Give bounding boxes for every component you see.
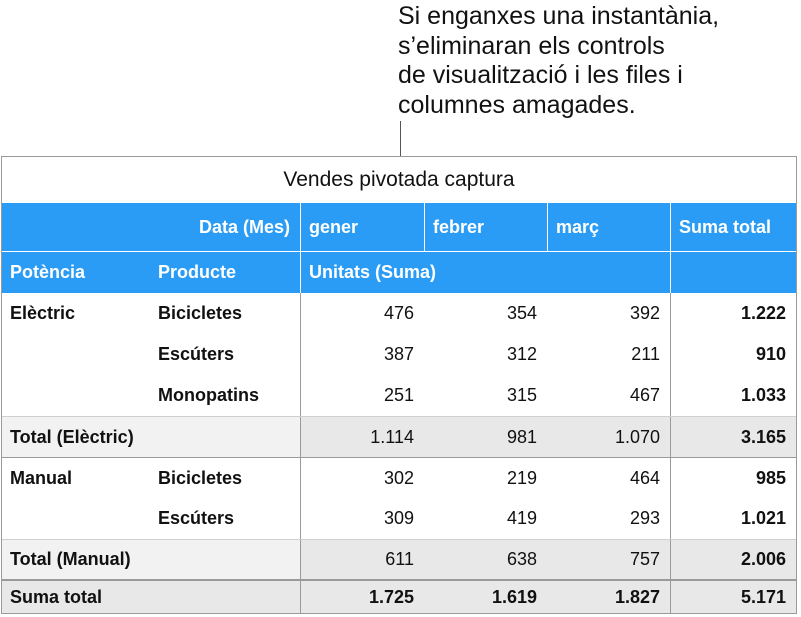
- callout-line-1: Si enganxes una instantània,: [398, 2, 720, 30]
- row-group-label[interactable]: [2, 498, 150, 539]
- grand-total-label[interactable]: Suma total: [2, 581, 300, 613]
- table-title: Vendes pivotada captura: [2, 157, 796, 204]
- value-cell[interactable]: 354: [506, 303, 537, 323]
- value-cell[interactable]: 315: [506, 385, 537, 405]
- row-product-label[interactable]: Monopatins: [158, 385, 259, 405]
- value-cell[interactable]: 251: [300, 375, 424, 416]
- value-cell[interactable]: 211: [631, 344, 660, 364]
- subtotal-row: [2, 416, 796, 457]
- row-total-cell[interactable]: 1.033: [670, 375, 796, 416]
- values-header-unitats[interactable]: Unitats (Suma): [300, 252, 670, 293]
- table-row: [2, 498, 796, 539]
- subtotal-value-cell[interactable]: 981: [424, 417, 547, 457]
- row-group-label[interactable]: [2, 375, 150, 416]
- table-row: [2, 293, 796, 334]
- row-total-cell[interactable]: 985: [670, 458, 796, 498]
- header-row-fields: [2, 251, 796, 293]
- row-group-label[interactable]: [2, 334, 150, 375]
- subtotal-value-cell[interactable]: 1.114: [300, 417, 424, 457]
- subtotal-label[interactable]: Total (Elèctric): [2, 417, 300, 457]
- row-product-label[interactable]: Escúters: [158, 508, 235, 528]
- subtotal-value-cell[interactable]: 757: [547, 540, 670, 579]
- table-row: [2, 375, 796, 416]
- callout-line-4: columnes amagades.: [398, 90, 636, 119]
- subtotal-label[interactable]: Total (Manual): [2, 540, 300, 579]
- grand-total-value-cell[interactable]: 1.619: [424, 581, 547, 613]
- row-product-label[interactable]: Escúters: [158, 344, 235, 364]
- pivot-table[interactable]: [1, 156, 797, 614]
- row-product-label[interactable]: Bicicletes: [158, 303, 243, 323]
- grand-total-value-cell[interactable]: 1.725: [300, 581, 424, 613]
- value-cell[interactable]: 293: [629, 508, 660, 528]
- value-cell[interactable]: 392: [629, 303, 660, 323]
- callout-line-3: de visualització i les files i: [398, 61, 683, 89]
- subtotal-total-cell[interactable]: 3.165: [670, 417, 796, 457]
- row-total-cell[interactable]: 910: [670, 334, 796, 375]
- value-cell[interactable]: 419: [506, 508, 537, 528]
- row-total-cell[interactable]: 1.222: [670, 293, 796, 334]
- grand-total-header[interactable]: Suma total: [670, 203, 796, 251]
- value-cell[interactable]: 467: [629, 385, 660, 405]
- subtotal-value-cell[interactable]: 611: [300, 540, 424, 579]
- callout-text: [398, 2, 798, 120]
- subtotal-row: [2, 539, 796, 579]
- month-header-gener[interactable]: gener: [300, 203, 424, 251]
- field-header-potencia[interactable]: Potència: [10, 262, 86, 282]
- grand-total-total-cell[interactable]: 5.171: [670, 581, 796, 613]
- callout-line-2: s’eliminaran els controls: [398, 31, 665, 60]
- row-group-label[interactable]: Elèctric: [10, 303, 76, 323]
- row-total-cell[interactable]: 1.021: [670, 498, 796, 539]
- grand-total-row: [2, 579, 796, 613]
- value-cell[interactable]: 302: [300, 458, 424, 498]
- table-row: [2, 457, 796, 498]
- callout-leader-line: [400, 121, 401, 156]
- row-group-label[interactable]: Manual: [10, 467, 73, 488]
- value-cell[interactable]: 312: [506, 344, 537, 364]
- row-product-label[interactable]: Bicicletes: [158, 467, 243, 488]
- month-header-marc[interactable]: març: [547, 203, 670, 251]
- value-cell[interactable]: 219: [506, 467, 537, 488]
- subtotal-value-cell[interactable]: 638: [424, 540, 547, 579]
- grand-total-value-cell[interactable]: 1.827: [547, 581, 670, 613]
- subtotal-total-cell[interactable]: 2.006: [670, 540, 796, 579]
- header-row-months: [2, 203, 796, 251]
- value-cell[interactable]: 476: [300, 293, 424, 334]
- field-header-producte[interactable]: Producte: [158, 262, 237, 282]
- value-cell[interactable]: 387: [300, 334, 424, 375]
- data-month-label[interactable]: Data (Mes): [198, 216, 290, 237]
- value-cell[interactable]: 464: [629, 467, 660, 488]
- subtotal-value-cell[interactable]: 1.070: [547, 417, 670, 457]
- value-cell[interactable]: 309: [300, 498, 424, 539]
- month-header-febrer[interactable]: febrer: [424, 203, 547, 251]
- table-row: [2, 334, 796, 375]
- values-header-blank: [670, 252, 796, 293]
